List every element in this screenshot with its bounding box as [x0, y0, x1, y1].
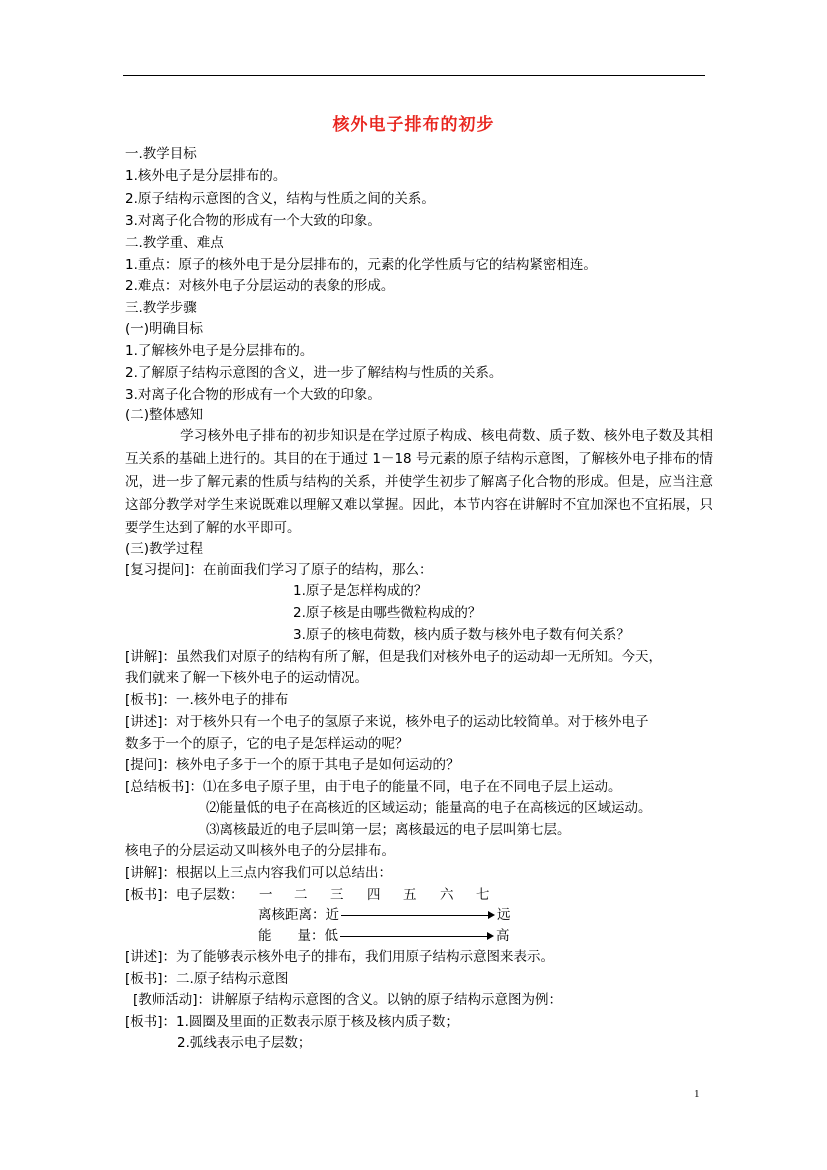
list-item: 2.了解原子结构示意图的含义，进一步了解结构与性质的关系。 [125, 365, 503, 381]
section-heading-objectives: 一.教学目标 [125, 146, 197, 162]
layer-number: 五 [403, 887, 417, 903]
energy-end: 高 [496, 928, 510, 944]
subsection-heading: (一)明确目标 [125, 321, 204, 337]
board-layers-label: [板书]：电子层数： [125, 887, 244, 903]
list-item: 1.核外电子是分层排布的。 [125, 168, 287, 184]
lecture-text: [讲解]：虽然我们对原子的结构有所了解，但是我们对核外电子的运动却一无所知。今天， [125, 649, 663, 665]
header-rule [123, 75, 705, 76]
review-question-intro: [复习提问]：在前面我们学习了原子的结构，那么： [125, 562, 433, 578]
list-item: 1.了解核外电子是分层排布的。 [125, 343, 314, 359]
energy-label: 量：低 [297, 928, 338, 944]
narration-text: [讲述]：对于核外只有一个电子的氢原子来说，核外电子的运动比较简单。对于核外电子 [125, 714, 649, 730]
overview-paragraph [125, 425, 713, 540]
layered-statement: 核电子的分层运动又叫核外电子的分层排布。 [125, 843, 395, 859]
subsection-heading: (三)教学过程 [125, 541, 204, 557]
energy-label: 能 [258, 928, 272, 944]
narration-text: 数多于一个的原子，它的电子是怎样运动的呢？ [125, 736, 409, 752]
teacher-activity: [教师活动]：讲解原子结构示意图的含义。以钠的原子结构示意图为例： [133, 992, 563, 1008]
energy-row [258, 927, 510, 945]
layer-number: 七 [476, 887, 490, 903]
list-item: 1.重点：原子的核外电于是分层排布的，元素的化学性质与它的结构紧密相连。 [125, 257, 597, 273]
layer-number: 六 [440, 887, 454, 903]
lecture-text: 我们就来了解一下核外电子的运动情况。 [125, 670, 368, 686]
summary-text: ⑶离核最近的电子层叫第一层；离核最远的电子层叫第七层。 [206, 822, 571, 838]
list-item: 3.对离子化合物的形成有一个大致的印象。 [125, 387, 381, 403]
page-number: 1 [694, 1088, 700, 1100]
section-heading-steps: 三.教学步骤 [125, 300, 197, 316]
board-text: 2.弧线表示电子层数； [177, 1035, 312, 1051]
subsection-heading: (二)整体感知 [125, 407, 204, 423]
layer-number: 二 [294, 887, 308, 903]
list-item: 3.对离子化合物的形成有一个大致的印象。 [125, 213, 381, 229]
layer-number: 三 [330, 887, 344, 903]
question-text: [提问]：核外电子多于一个的原于其电子是如何运动的？ [125, 757, 460, 773]
board-text: [板书]：一.核外电子的排布 [125, 692, 289, 708]
board-text: [板书]：1.圆圈及里面的正数表示原于核及核内质子数； [125, 1014, 459, 1030]
layer-number: 四 [367, 887, 381, 903]
arrow-icon [341, 915, 489, 916]
section-heading-key-points: 二.教学重、难点 [125, 235, 224, 251]
page-title: 核外电子排布的初步 [332, 115, 495, 135]
list-item: 2.原子核是由哪些微粒构成的？ [293, 605, 482, 621]
summary-text: ⑵能量低的电子在高核近的区域运动；能量高的电子在高核远的区域运动。 [206, 800, 652, 816]
distance-label: 离核距离：近 [258, 907, 339, 923]
list-item: 2.难点：对核外电子分层运动的表象的形成。 [125, 278, 395, 294]
distance-end: 远 [497, 907, 511, 923]
distance-row [258, 906, 511, 924]
list-item: 2.原子结构示意图的含义，结构与性质之间的关系。 [125, 191, 435, 207]
list-item: 1.原子是怎样构成的？ [293, 583, 428, 599]
layer-number: 一 [259, 887, 273, 903]
list-item: 3.原子的核电荷数，核内质子数与核外电子数有何关系？ [293, 627, 630, 643]
narration-text: [讲述]：为了能够表示核外电子的排布，我们用原子结构示意图来表示。 [125, 949, 555, 965]
lecture-text: [讲解]：根据以上三点内容我们可以总结出： [125, 865, 393, 881]
summary-text: [总结板书]：⑴在多电子原子里，由于电子的能量不同，电子在不同电子层上运动。 [125, 779, 622, 795]
overview-text: 学习核外电子排布的初步知识是在学过原子构成、核电荷数、质子数、核外电子数及其相互关系的基础上进行的。其目的在于通过 1－18 号元素的原子结构示意图，了解核外电子排布的情况，进一步了解元素的性质与结构的关系，并使学生初步了解离子化合物的形成。但是，应当注意这部分教学对学生来说既难以理解又难以掌握。因此，本节内容在讲解时不宜加深也不宜拓展，只要学生达到了解的水平即可。 [125, 428, 713, 536]
arrow-icon [340, 936, 488, 937]
board-text: [板书]：二.原子结构示意图 [125, 971, 289, 987]
